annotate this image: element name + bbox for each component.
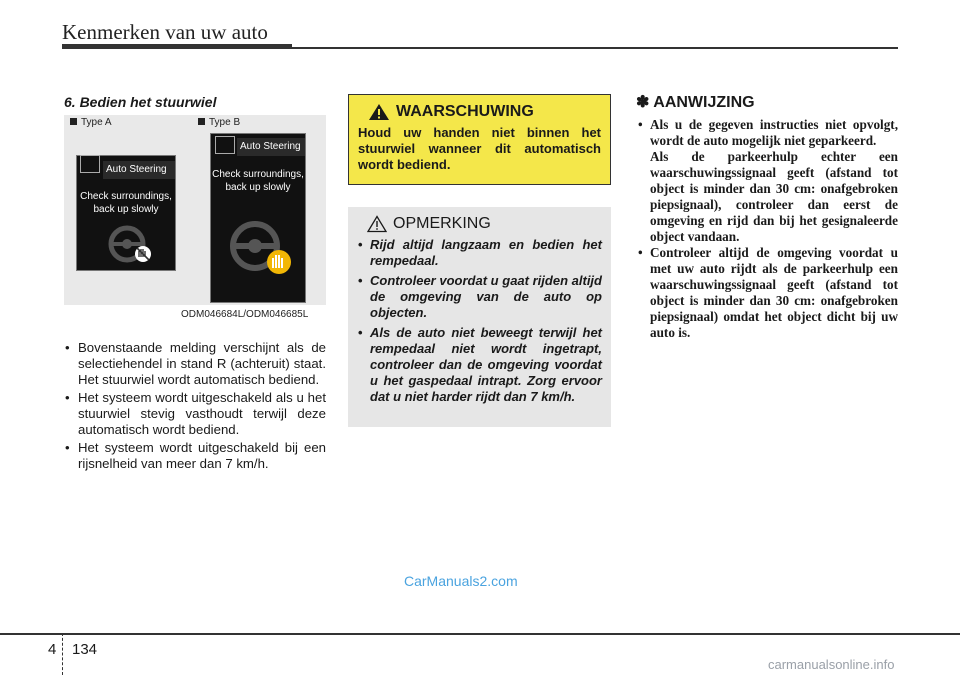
list-item: • Rijd altijd langzaam en bedien het rempedaal. xyxy=(357,237,602,269)
steering-wheel-icon xyxy=(105,224,153,266)
note-title: OPMERKING xyxy=(393,215,491,232)
screen-b-banner: Auto Steering xyxy=(237,138,305,156)
footer-rule xyxy=(0,633,960,635)
list-item: • Controleer altijd de omgeving voordat u met uw auto rijdt als de parkeerhulp een waarschuwingssignaal geeft (afstand tot object is minder dan 30 cm: onafgebroken piepsignaal) omdat het object dicht bij uw auto is. xyxy=(636,245,898,341)
header-rule-thin xyxy=(292,47,898,49)
page-number: 134 xyxy=(72,641,98,658)
warning-box xyxy=(348,94,611,185)
aanwijzing-item1-para1: • Als u de gegeven instructies niet opvolgt, wordt de auto mogelijk niet geparkeerd. xyxy=(650,117,898,148)
footer-watermark: carmanualsonline.info xyxy=(768,657,895,672)
warning-header xyxy=(358,103,601,121)
caution-triangle-icon xyxy=(367,215,387,233)
screen-type-b xyxy=(210,133,306,303)
figure-type-b-label: Type B xyxy=(198,117,240,128)
figure-type-a-label: Type A xyxy=(70,117,112,128)
screen-b-message-line2: back up slowly xyxy=(225,182,291,193)
screen-type-a xyxy=(76,155,176,271)
section-title: 6. Bedien het stuurwiel xyxy=(64,94,217,110)
page-header-title: Kenmerken van uw auto xyxy=(62,20,268,44)
aanwijzing-title: ✽ AANWIJZING xyxy=(636,94,755,111)
warning-title: WAARSCHUWING xyxy=(396,103,534,120)
square-bullet-icon xyxy=(198,118,205,125)
list-item xyxy=(636,117,898,245)
list-item: • Controleer voordat u gaat rijden altijd de omgeving van de auto op objecten. xyxy=(357,273,602,321)
list-item: • Bovenstaande melding verschijnt als de selectiehendel in stand R (achteruit) staat. Het stuurwiel wordt automatisch bediend. xyxy=(64,340,326,388)
list-item: • Als de auto niet beweegt terwijl het rempedaal niet wordt ingetrapt, controleer dan de omgeving voordat u het gaspedaal intrapt. Zorg ervoor dat u niet harder rijdt dan 7 km/h. xyxy=(357,325,602,405)
aanwijzing-item1-para2: Als de parkeerhulp echter een waarschuwingssignaal geeft (afstand tot object is minder dan 30 cm: onafgebroken piepsignaal), controleer dan eerst de omgeving en rijd dan bij het gesignaleerde object vandaan. xyxy=(650,149,898,244)
site-watermark: CarManuals2.com xyxy=(404,573,518,589)
list-item: • Het systeem wordt uitgeschakeld bij een rijsnelheid van meer dan 7 km/h. xyxy=(64,440,326,472)
instruction-list xyxy=(64,340,326,474)
note-header xyxy=(357,215,602,233)
header-rule-thick xyxy=(62,44,292,49)
warning-triangle-icon xyxy=(368,103,390,121)
note-box xyxy=(348,207,611,427)
screen-a-message-line1: Check surroundings, xyxy=(80,191,172,202)
steering-wheel-hand-icon xyxy=(225,218,295,280)
footer-divider xyxy=(62,633,63,675)
figure-caption: ODM046684L/ODM046685L xyxy=(181,309,309,320)
screen-a-message-line2: back up slowly xyxy=(93,204,159,215)
section-number: 4 xyxy=(48,641,57,658)
screen-b-indicator-box xyxy=(215,136,235,154)
square-bullet-icon xyxy=(70,118,77,125)
aanwijzing-list xyxy=(636,117,898,341)
screen-a-banner: Auto Steering xyxy=(103,161,175,179)
warning-text: Houd uw handen niet binnen het stuurwiel wanneer dit automatisch wordt bediend. xyxy=(358,125,601,172)
figure-display-screens xyxy=(64,115,326,305)
list-item: • Het systeem wordt uitgeschakeld als u het stuurwiel stevig vasthoudt terwijl deze automatisch wordt bediend. xyxy=(64,390,326,438)
screen-a-indicator-box xyxy=(80,155,100,173)
screen-b-message-line1: Check surroundings, xyxy=(212,169,304,180)
